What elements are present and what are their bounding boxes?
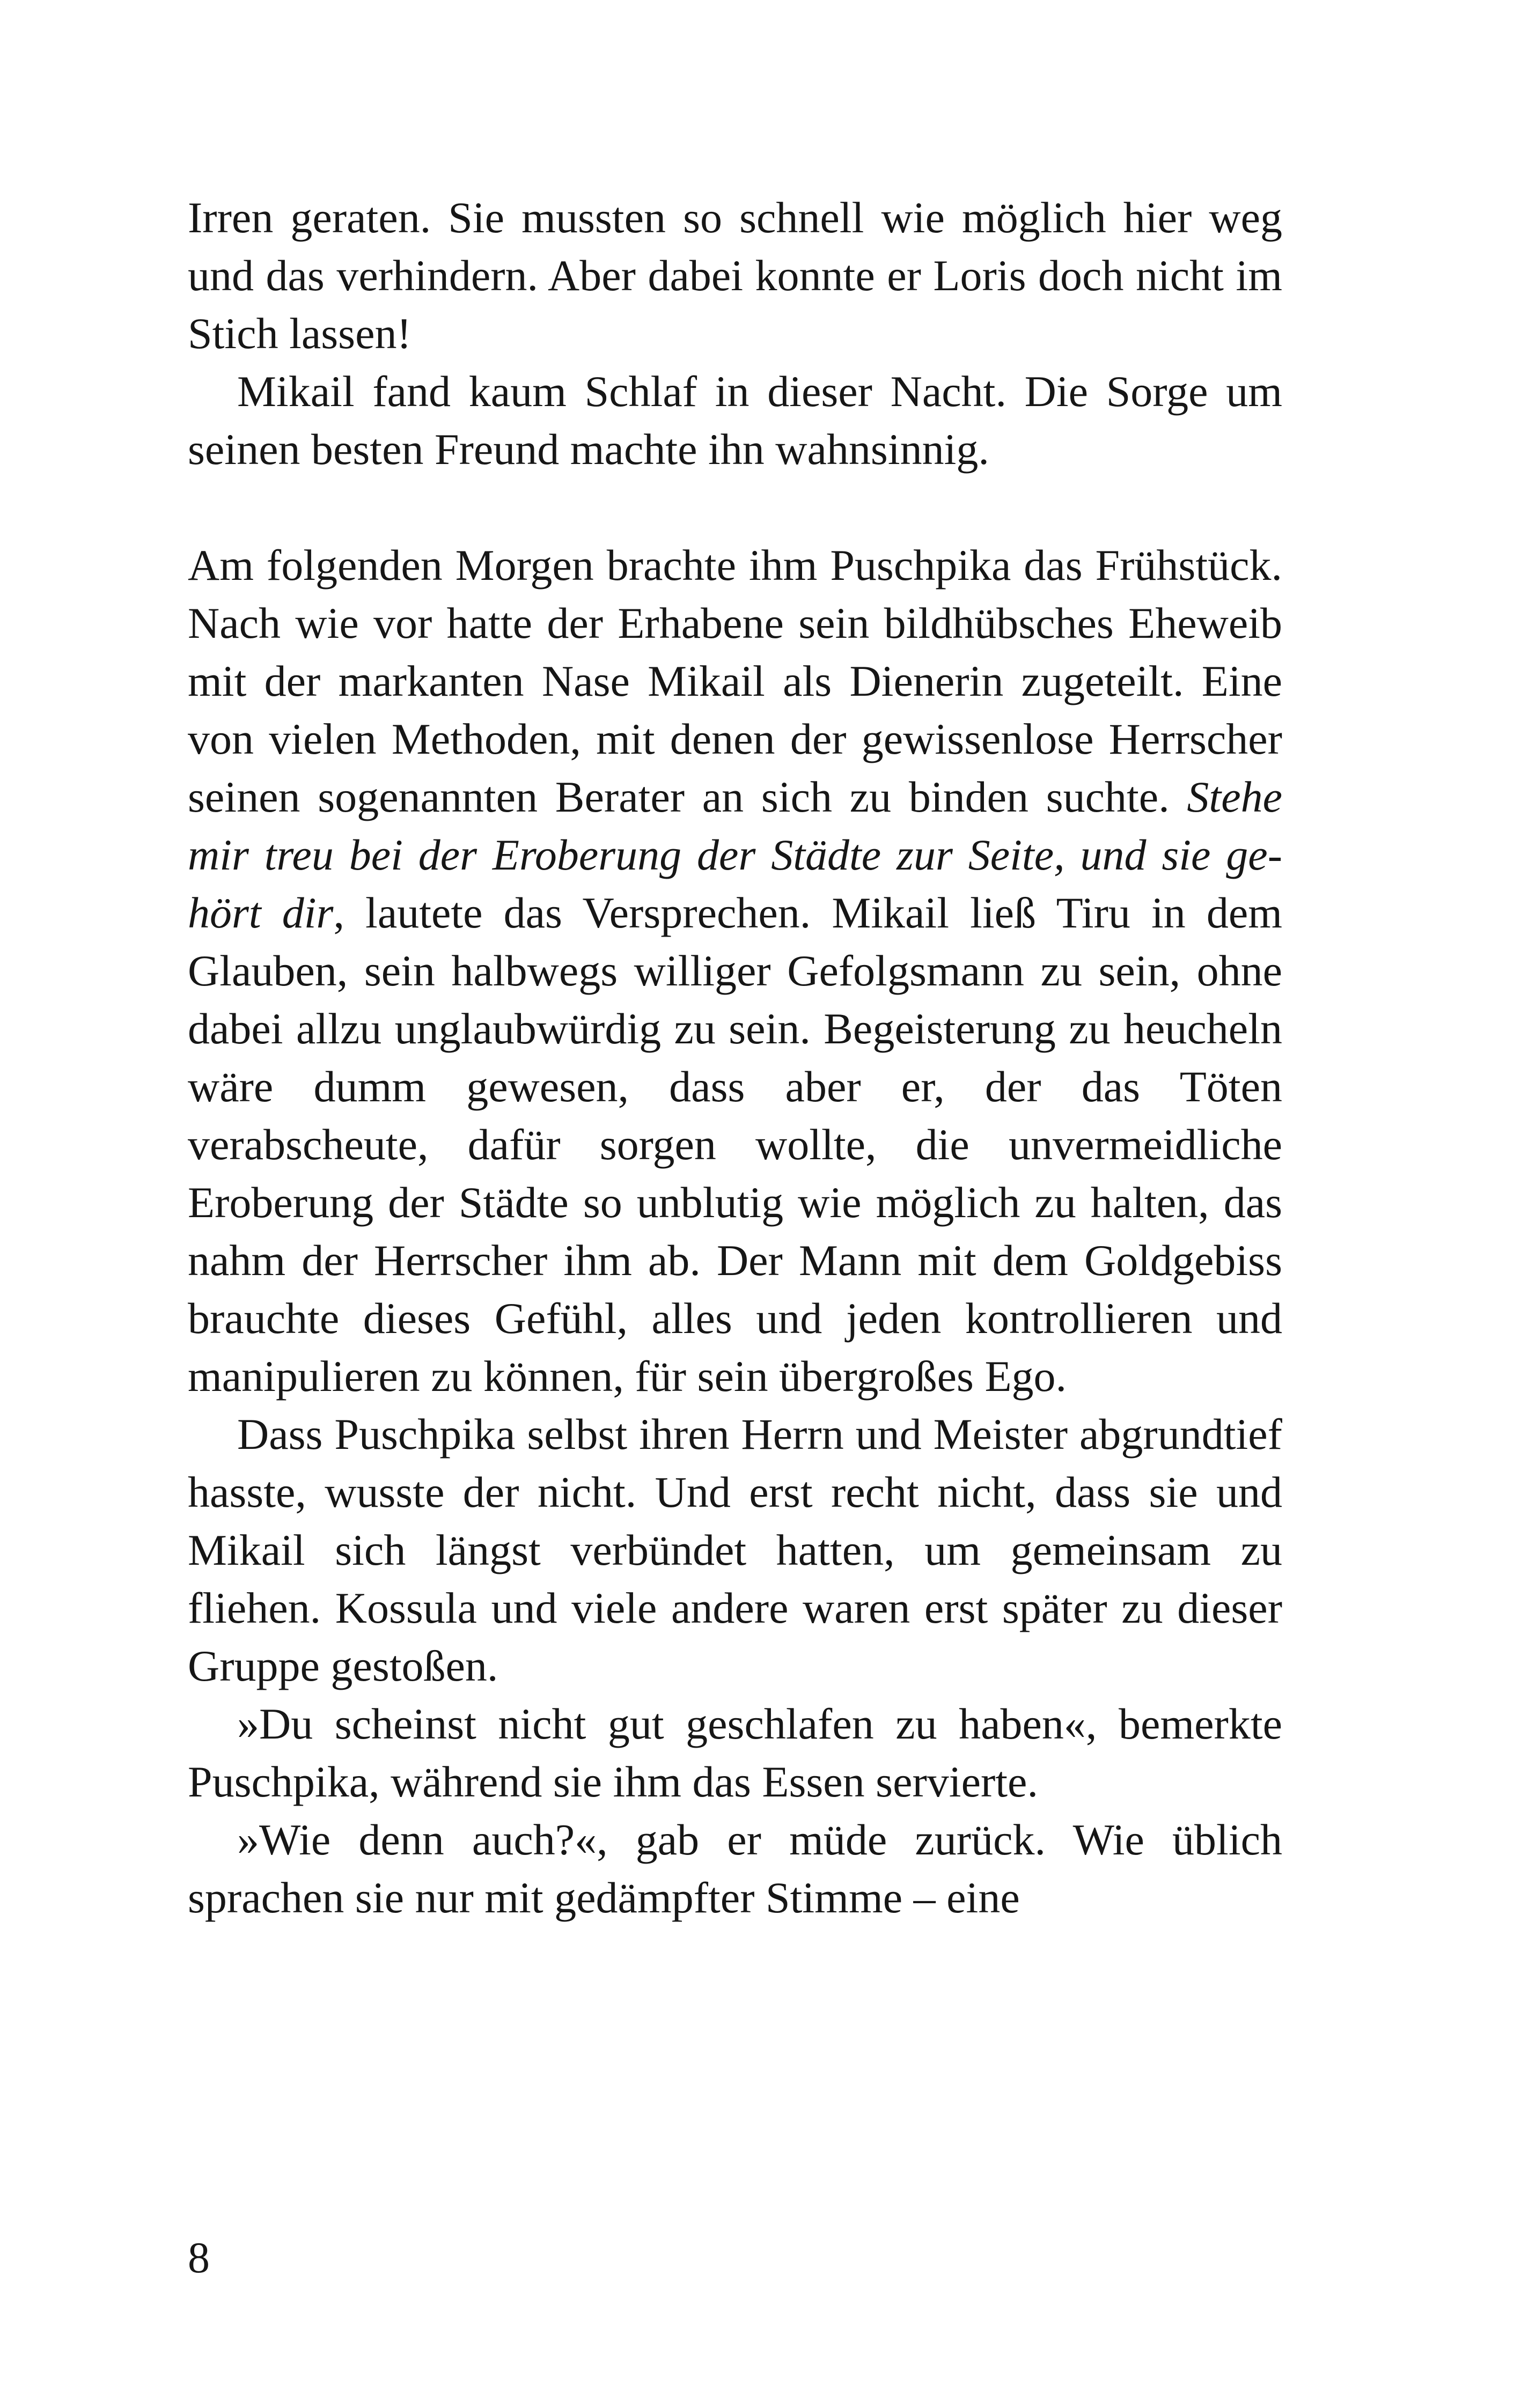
paragraph-dialogue: »Wie denn auch?«, gab er müde zurück. Wie üblich sprachen sie nur mit gedämpfter Stimme – eine bbox=[188, 1815, 1282, 1922]
paragraph-dialogue: »Du scheinst nicht gut geschlafen zu haben«, bemerkte Puschpika, während sie ihm das Essen servierte. bbox=[188, 1699, 1282, 1806]
text-section-1 bbox=[188, 189, 1282, 478]
paragraph: Dass Puschpika selbst ihren Herrn und Meister abgrundtief hasste, wusste der nicht. Und erst recht nicht, dass sie und Mikail sich längst verbündet hatten, um gemeinsam zu fliehen. Kossula und viele andere waren erst später zu dieser Gruppe gestoßen. bbox=[188, 1410, 1282, 1690]
text-section-2 bbox=[188, 536, 1282, 1927]
paragraph-continuation: Irren geraten. Sie mussten so schnell wie möglich hier weg und das verhindern. Aber dabei konnte er Loris doch nicht im Stich lassen! bbox=[188, 193, 1282, 358]
page-number: 8 bbox=[188, 2233, 210, 2282]
paragraph-text: , lautete das Versprechen. Mikail ließ Tiru in dem Glauben, sein halbwegs williger Gefolgsmann zu sein, ohne dabei allzu unglaubwürdig zu sein. Begeisterung zu heucheln wäre dumm gewesen, dass aber er, der das Töten verabscheute, dafür sorgen wollte, die unvermeidliche Eroberung der Städte so unblutig wie möglich zu halten, das nahm der Herrscher ihm ab. Der Mann mit dem Goldgebiss brauchte dieses Gefühl, alles und jeden kontrollieren und manipulieren zu können, für sein übergroßes Ego. bbox=[188, 888, 1283, 1401]
paragraph-section-start bbox=[188, 536, 1282, 1405]
paragraph: Mikail fand kaum Schlaf in dieser Nacht. Die Sorge um seinen besten Freund machte ihn wahnsinnig. bbox=[188, 367, 1282, 474]
italic-quote: Stehe mir treu bei der Eroberung der Städte zur Seite, und sie gehört dir bbox=[188, 772, 1282, 937]
paragraph-text: Am folgenden Morgen brachte ihm Puschpika das Frühstück. Nach wie vor hatte der Erhabene sein bildhübsches Eheweib mit der markanten Nase Mikail als Dienerin zugeteilt. Eine von vielen Methoden, mit denen der gewissenlose Herrscher seinen sogenannten Berater an sich zu binden suchte. bbox=[188, 541, 1282, 821]
